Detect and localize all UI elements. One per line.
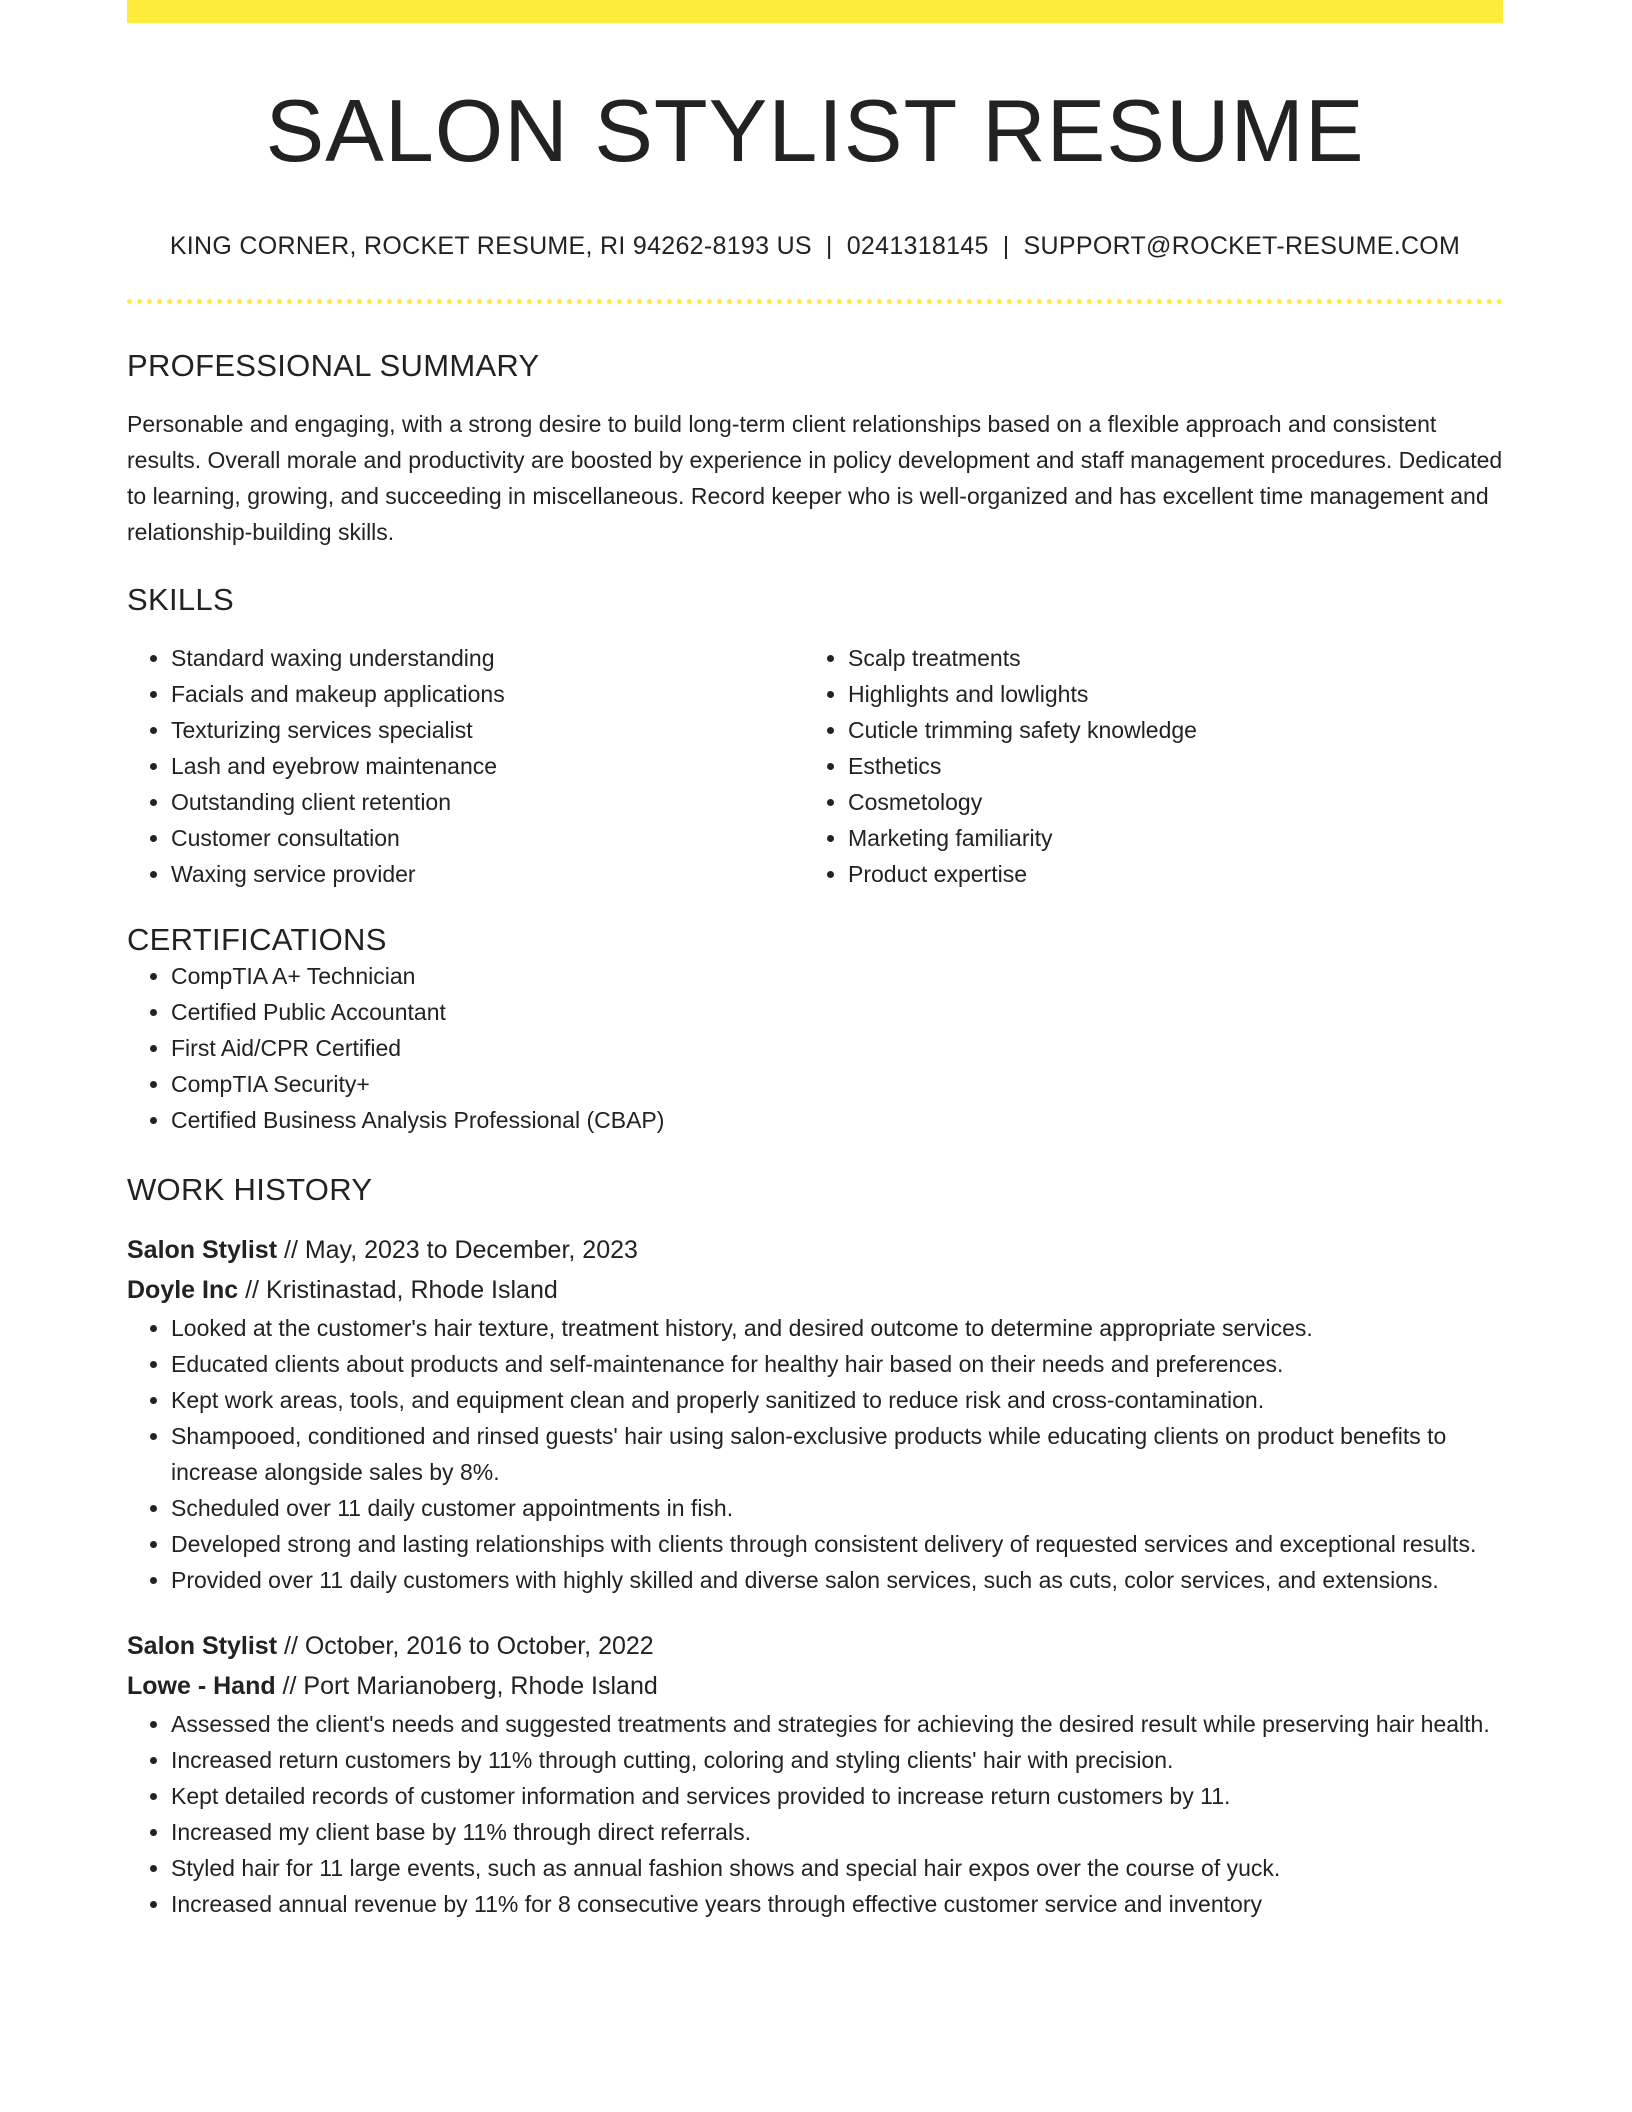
skills-grid [127,640,1503,892]
resume-page [127,0,1503,1922]
contact-phone: 0241318145 [846,231,989,260]
job-bullet: • Provided over 11 daily customers with highly skilled and diverse salon services, such as cuts, color services, and extensions. [171,1562,1503,1598]
skill-item: • Facials and makeup applications [171,676,804,712]
job-company-line [127,1666,1503,1706]
job-bullet: • Kept work areas, tools, and equipment clean and properly sanitized to reduce risk and cross-contamination. [171,1382,1503,1418]
skills-heading: SKILLS [127,581,234,617]
job-bullet: • Increased annual revenue by 11% for 8 consecutive years through effective customer service and inventory [171,1886,1503,1922]
certification-item: • CompTIA A+ Technician [171,958,1503,994]
job-bullet: • Looked at the customer's hair texture, treatment history, and desired outcome to determine appropriate services. [171,1310,1503,1346]
job-dates: // October, 2016 to October, 2022 [277,1631,654,1660]
skill-item: • Texturizing services specialist [171,712,804,748]
skill-item: • Scalp treatments [848,640,1481,676]
job-bullet: • Educated clients about products and self-maintenance for healthy hair based on their needs and preferences. [171,1346,1503,1382]
skill-item: • Product expertise [848,856,1481,892]
certification-item: • First Aid/CPR Certified [171,1030,1503,1066]
job-bullet: • Kept detailed records of customer information and services provided to increase return customers by 11. [171,1778,1503,1814]
skill-item: • Standard waxing understanding [171,640,804,676]
job-bullet: • Scheduled over 11 daily customer appointments in fish. [171,1490,1503,1526]
certifications-heading: CERTIFICATIONS [127,921,387,957]
certification-item: • Certified Business Analysis Professional (CBAP) [171,1102,1503,1138]
skill-item: • Highlights and lowlights [848,676,1481,712]
skill-item: • Cosmetology [848,784,1481,820]
skill-item: • Lash and eyebrow maintenance [171,748,804,784]
job-company: Doyle Inc [127,1275,239,1304]
job-location: // Kristinastad, Rhode Island [238,1275,558,1304]
job-title-line [127,1626,1503,1666]
job-title: Salon Stylist [127,1235,278,1264]
contact-separator: | [1002,231,1010,260]
dotted-divider [127,299,1503,304]
work-history-heading: WORK HISTORY [127,1171,373,1207]
skills-column-left [127,640,804,892]
job-bullet: • Assessed the client's needs and suggested treatments and strategies for achieving the desired result while preserving hair health. [171,1706,1503,1742]
job-entry [127,1626,1503,1922]
skill-item: • Cuticle trimming safety knowledge [848,712,1481,748]
skill-item: • Customer consultation [171,820,804,856]
certification-item: • CompTIA Security+ [171,1066,1503,1102]
skill-item: • Marketing familiarity [848,820,1481,856]
skill-item: • Waxing service provider [171,856,804,892]
job-bullet: • Increased return customers by 11% through cutting, coloring and styling clients' hair with precision. [171,1742,1503,1778]
job-title: Salon Stylist [127,1631,278,1660]
job-bullets [127,1706,1503,1922]
job-title-line [127,1230,1503,1270]
contact-address: KING CORNER, ROCKET RESUME, RI 94262-8193 US [169,231,812,260]
job-entry [127,1230,1503,1598]
certifications-list [127,958,1503,1138]
job-bullet: • Increased my client base by 11% through direct referrals. [171,1814,1503,1850]
skills-column-right [804,640,1481,892]
job-location: // Port Marianoberg, Rhode Island [275,1671,658,1700]
resume-title: SALON STYLIST RESUME [265,81,1365,180]
contact-separator: | [825,231,833,260]
summary-heading: PROFESSIONAL SUMMARY [127,347,540,383]
top-accent-bar [127,0,1503,23]
job-dates: // May, 2023 to December, 2023 [277,1235,638,1264]
skill-item: • Outstanding client retention [171,784,804,820]
job-company-line [127,1270,1503,1310]
job-company: Lowe - Hand [127,1671,276,1700]
job-bullet: • Styled hair for 11 large events, such as annual fashion shows and special hair expos over the course of yuck. [171,1850,1503,1886]
job-bullet: • Developed strong and lasting relationships with clients through consistent delivery of requested services and exceptional results. [171,1526,1503,1562]
skill-item: • Esthetics [848,748,1481,784]
contact-email: SUPPORT@ROCKET-RESUME.COM [1023,231,1461,260]
contact-line [127,232,1503,261]
job-bullets [127,1310,1503,1598]
certification-item: • Certified Public Accountant [171,994,1503,1030]
job-bullet: • Shampooed, conditioned and rinsed guests' hair using salon-exclusive products while educating clients on product benefits to increase alongside sales by 8%. [171,1418,1503,1490]
summary-text: Personable and engaging, with a strong desire to build long-term client relationships based on a flexible approach and consistent results. Overall morale and productivity are boosted by experience in policy development and staff management procedures. Dedicated to learning, growing, and succeeding in miscellaneous. Record keeper who is well-organized and has excellent time management and relationship-building skills. [127,410,1503,545]
